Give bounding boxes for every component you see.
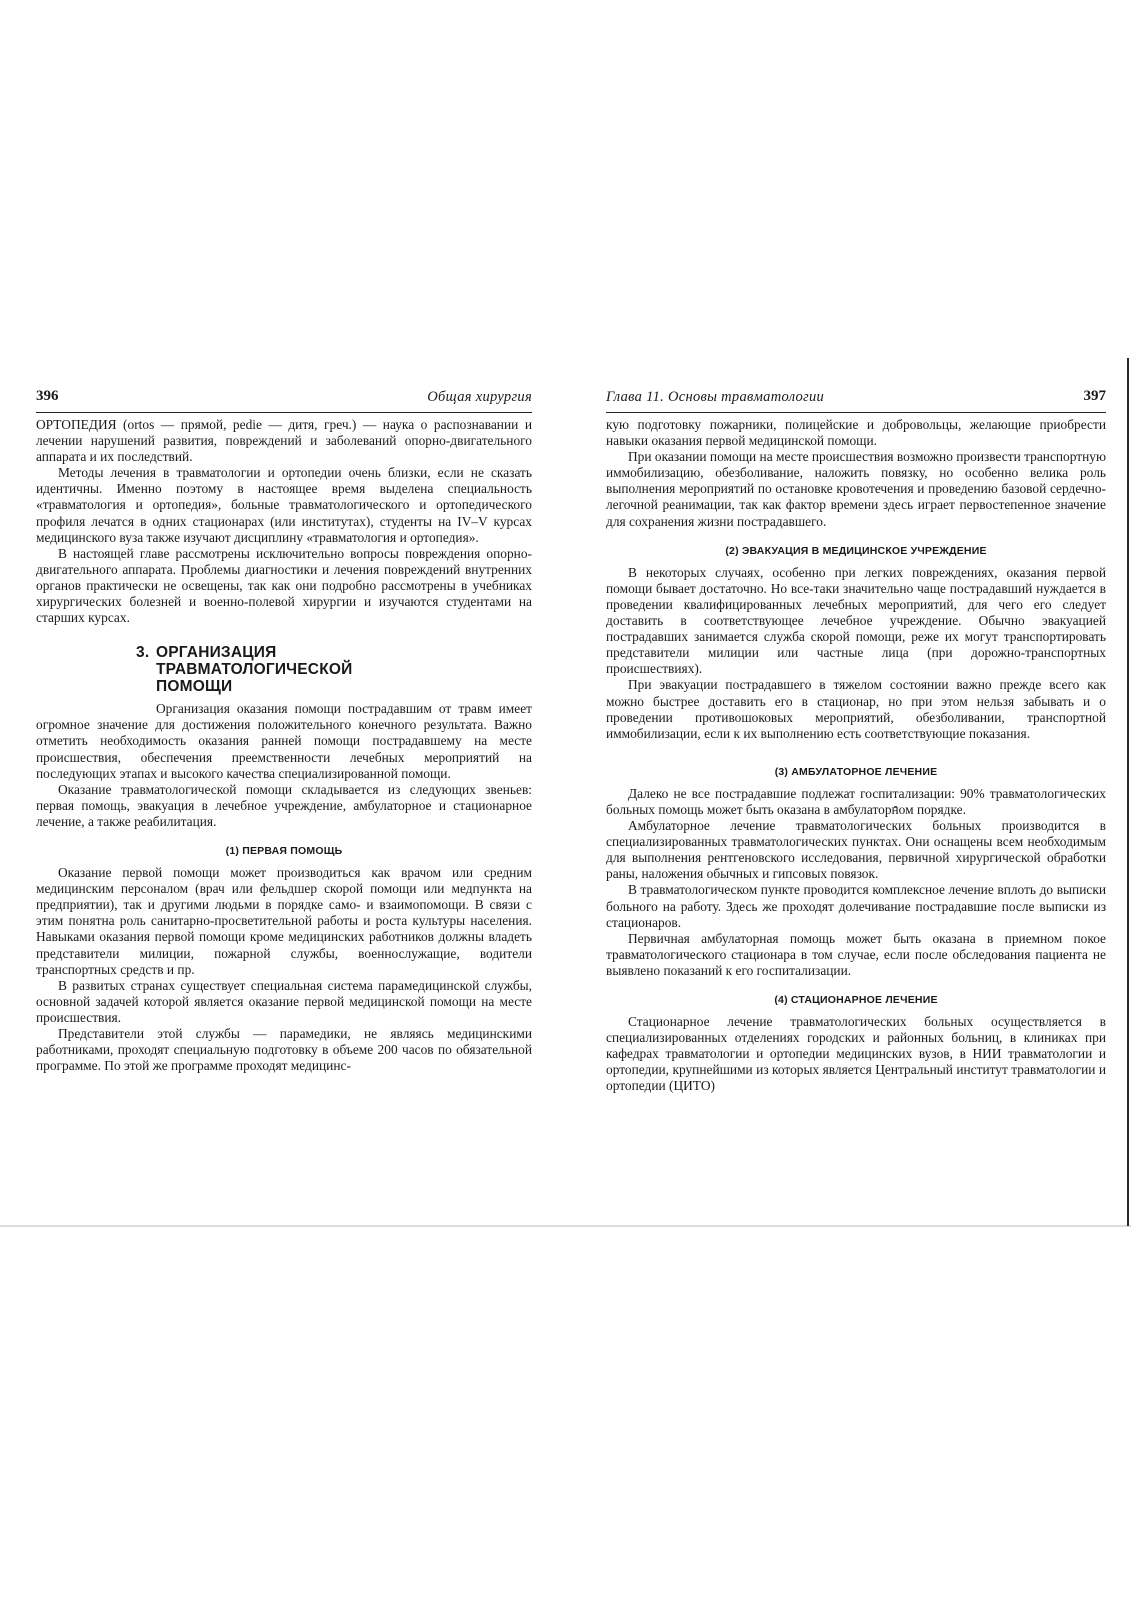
paragraph: Первичная амбулаторная помощь может быть оказана в приемном покое травматологического стационара в том случае, если после обследования пациента не выявлено показаний к его госпитализации. (606, 930, 1106, 978)
subsection-heading: (4) СТАЦИОНАРНОЕ ЛЕЧЕНИЕ (774, 994, 938, 1006)
paragraph-continuation: кую подготовку пожарники, полицейские и добровольцы, желающие приобрести навыки оказания первой медицинской помощи. (606, 417, 1106, 449)
paragraph: При оказании помощи на месте происшествия возможно произвести транспортную иммобилизацию, обезболивание, наложить повязку, но особенно велика роль выполнения мероприятий по остановке кровотечения и проведению базовой сердечно-легочной реанимации, так как фактор времени здесь играет первостепенное значение для сохранения жизни пострадавшего. (606, 449, 1106, 529)
page-number: 397 (1083, 388, 1106, 404)
paragraph: В развитых странах существует специальная система парамедицинской службы, основной задачей которой является оказание первой медицинской помощи на месте происшествия. (36, 977, 532, 1025)
paragraph: При эвакуации пострадавшего в тяжелом состоянии важно прежде всего как можно быстрее доставить его в стационар, но при этом нельзя забывать и о проведении противошоковых мероприятий, обезболивании, транспортной иммобилизации, если к их выполнению есть соответствующие показания. (606, 677, 1106, 741)
page-edge-shadow (1127, 358, 1129, 1226)
paragraph: Амбулаторное лечение травматологических больных производится в специализированных травматологических пунктах. Они оснащены всем необходимым для выполнения рентгеновского исследования, первичной хирургической обработки раны, наложения обычных и гипсовых повязок. (606, 818, 1106, 882)
paragraph: Стационарное лечение травматологических больных осуществляется в специализированных отделениях городских и районных больниц, в клиниках при кафедрах травматологии и ортопедии медицинских вузов, в НИИ травматологии и ортопедии, крупнейшими из которых является Центральный институт травматологии и ортопедии (ЦИТО) (606, 1014, 1106, 1094)
paragraph: Представители этой службы — парамедики, не являясь медицинскими работниками, проходят специальную подготовку в объеме 200 часов по обязательной программе. По этой же программе проходят медицинс- (36, 1026, 532, 1074)
running-title: Глава 11. Основы травматологии (606, 389, 825, 405)
paragraph: В некоторых случаях, особенно при легких повреждениях, оказания первой помощи бывает достаточно. Но все-таки значительно чаще пострадавший нуждается в проведении квалифицированных лечебных мероприятий, для чего его следует доставить в соответствующее лечебное учреждение. Обычно эвакуацией пострадавших занимается служба скорой помощи, реже их могут транспортировать представители милиции или частные лица (при дорожно-транспортных происшествиях). (606, 564, 1106, 677)
paragraph: Организация оказания помощи пострадавшим от травм имеет огромное значение для достижения положительного конечного результата. Важно отметить необходимость оказания ранней помощи пострадавшему на месте происшествия, обеспечения преемственности лечебных мероприятий на последующих этапах и высокого качества специализированной помощи. (36, 701, 532, 781)
right-page-body (606, 413, 1106, 1095)
subsection-heading: (2) ЭВАКУАЦИЯ В МЕДИЦИНСКОЕ УЧРЕЖДЕНИЕ (725, 544, 987, 557)
scan-edge-line (0, 1225, 1131, 1227)
running-head-left (36, 386, 532, 413)
left-page-body (36, 413, 532, 1074)
running-title: Общая хирургия (427, 389, 532, 405)
paragraph: Оказание травматологической помощи складывается из следующих звеньев: первая помощь, эвакуация в лечебное учреждение, амбулаторное и стационарное лечение, а также реабилитация. (36, 781, 532, 829)
left-page (36, 386, 532, 1074)
subsection-heading: (3) АМБУЛАТОРНОЕ ЛЕЧЕНИЕ (774, 765, 938, 778)
right-page (606, 386, 1106, 1095)
page-number: 396 (36, 388, 59, 404)
section-title: ОРГАНИЗАЦИЯ ТРАВМАТОЛОГИЧЕСКОЙ ПОМОЩИ (156, 644, 353, 696)
paragraph: Далеко не все пострадавшие подлежат госпитализации: 90% травматологических больных помощь может быть оказана в амбулаторном порядке. (606, 785, 1106, 817)
section-heading (136, 644, 532, 695)
paragraph: Оказание первой помощи может производиться как врачом или средним медицинским персоналом (врач или фельдшер скорой помощи или медпункта на предприятии), так и другими людьми в порядке само- и взаимопомощи. В связи с этим понятна роль санитарно-просветительной работы и роста культуры населения. Навыками оказания первой помощи кроме медицинских работников должны владеть представители милиции, пожарной службы, военнослужащие, водители транспортных средств и пр. (36, 865, 532, 977)
subsection-heading: (1) ПЕРВАЯ ПОМОЩЬ (225, 844, 343, 857)
paragraph: В травматологическом пункте проводится комплексное лечение вплоть до выписки больного на работу. Здесь же проходят долечивание пострадавшие после выписки из стационаров. (606, 882, 1106, 930)
running-head-right (606, 386, 1106, 413)
paragraph: Методы лечения в травматологии и ортопедии очень близки, если не сказать идентичны. Именно поэтому в настоящее время выделена специальность «травматология и ортопедия», больные травматологического и ортопедического профиля лечатся в одних стационарах (или институтах), студенты на IV–V курсах медицинского вуза также изучают дисциплину «травматология и ортопедия». (36, 465, 532, 545)
definition-ortopedia: ОРТОПЕДИЯ (ortos — прямой, pedie — дитя, греч.) — наука о распознавании и лечении нарушений развития, повреждений и заболеваний опорно-двигательного аппарата и их последствий. (36, 417, 532, 465)
section-number: 3. (136, 644, 150, 662)
paragraph: В настоящей главе рассмотрены исключительно вопросы повреждения опорно-двигательного аппарата. Проблемы диагностики и лечения повреждений внутренних органов практически не освещены, так как они подробно рассмотрены в учебниках хирургических болезней и военно-полевой хирургии и изучаются студентами на старших курсах. (36, 545, 532, 626)
